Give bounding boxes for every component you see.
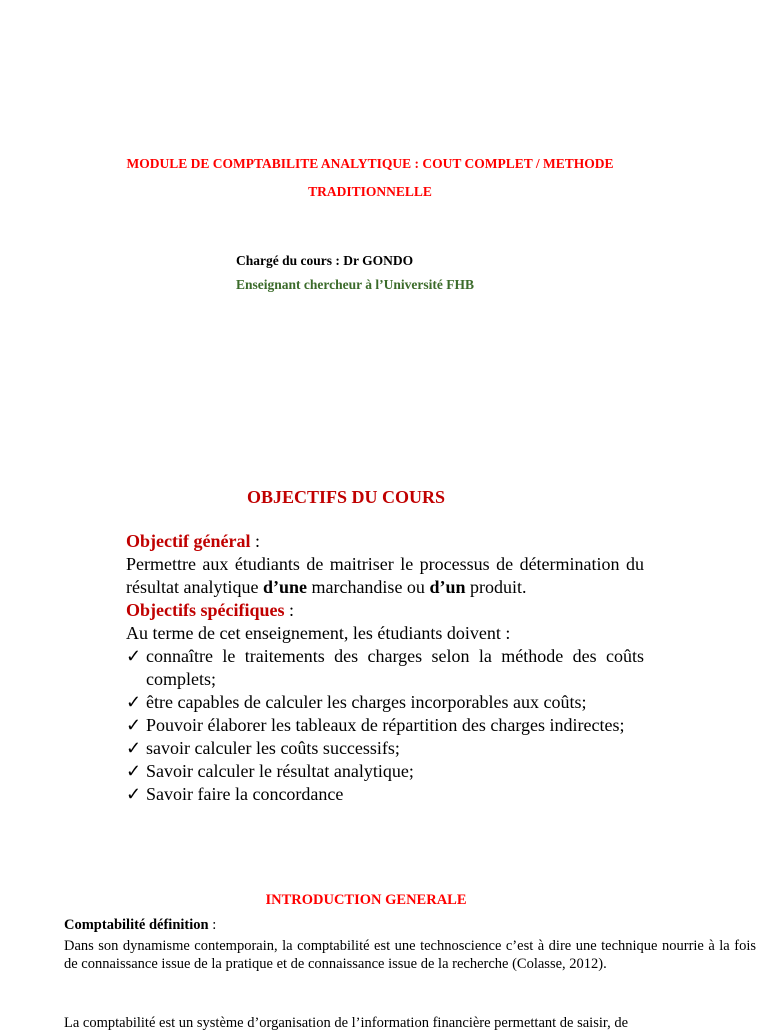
list-item (126, 783, 644, 806)
general-text-part-1: Permettre aux étudiants de maitriser le processus de détermination du résultat analytique (126, 554, 644, 597)
objectives-heading: OBJECTIFS DU COURS (246, 487, 446, 507)
specific-objectives-colon: : (284, 600, 294, 620)
list-item-text: Savoir faire la concordance (146, 784, 344, 804)
checkmark-icon: ✓ (126, 761, 142, 781)
list-item-text: être capables de calculer les charges incorporables aux coûts; (146, 692, 587, 712)
introduction-heading: INTRODUCTION GENERALE (265, 892, 467, 908)
checkmark-icon: ✓ (126, 646, 142, 666)
list-item-text: connaître le traitements des charges selon la méthode des coûts complets; (146, 646, 644, 689)
specific-objectives-heading (126, 599, 644, 622)
definition-colon: : (208, 917, 217, 933)
objectives-section (126, 530, 644, 806)
general-objective-label: Objectif général (126, 531, 251, 551)
checkmark-icon: ✓ (126, 715, 142, 735)
specific-objectives-intro: Au terme de cet enseignement, les étudiants doivent : (126, 623, 511, 643)
instructor-name: Chargé du cours : Dr GONDO (236, 253, 414, 268)
checkmark-icon: ✓ (126, 738, 142, 758)
instructor-affiliation: Enseignant chercheur à l’Université FHB (236, 277, 474, 292)
list-item (126, 714, 644, 737)
checkmark-icon: ✓ (126, 692, 142, 712)
definition-label: Comptabilité définition (64, 917, 209, 933)
list-item (126, 645, 644, 691)
general-objective-heading (126, 530, 644, 553)
checkmark-icon: ✓ (126, 784, 142, 804)
general-text-part-3: produit. (465, 577, 527, 597)
general-objective-colon: : (250, 531, 260, 551)
introduction-paragraph-1: Dans son dynamisme contemporain, la comptabilité est une technoscience c’est à dire une technique nourrie à la fois de connaissance issue de la pratique et de connaissance issue de la recherche (Colasse, 2012). (64, 938, 756, 972)
general-text-bold-2: d’un (429, 577, 466, 597)
module-title-line-2: TRADITIONNELLE (308, 184, 432, 199)
specific-objectives-list (126, 645, 644, 806)
introduction-paragraph-2: La comptabilité est un système d’organisation de l’information financière permettant de saisir, de (64, 1015, 629, 1031)
list-item (126, 737, 644, 760)
general-text-part-2: marchandise ou (306, 577, 430, 597)
module-title-line-1: MODULE DE COMPTABILITE ANALYTIQUE : COUT COMPLET / METHODE (126, 156, 614, 171)
module-title (100, 150, 640, 206)
general-text-bold-1: d’une (262, 577, 307, 597)
list-item-text: savoir calculer les coûts successifs; (146, 738, 400, 758)
general-objective-text (126, 553, 644, 599)
list-item (126, 691, 644, 714)
list-item (126, 760, 644, 783)
definition-heading (64, 917, 216, 934)
list-item-text: Pouvoir élaborer les tableaux de répartition des charges indirectes; (146, 715, 625, 735)
list-item-text: Savoir calculer le résultat analytique; (146, 761, 414, 781)
specific-objectives-label: Objectifs spécifiques (126, 600, 285, 620)
